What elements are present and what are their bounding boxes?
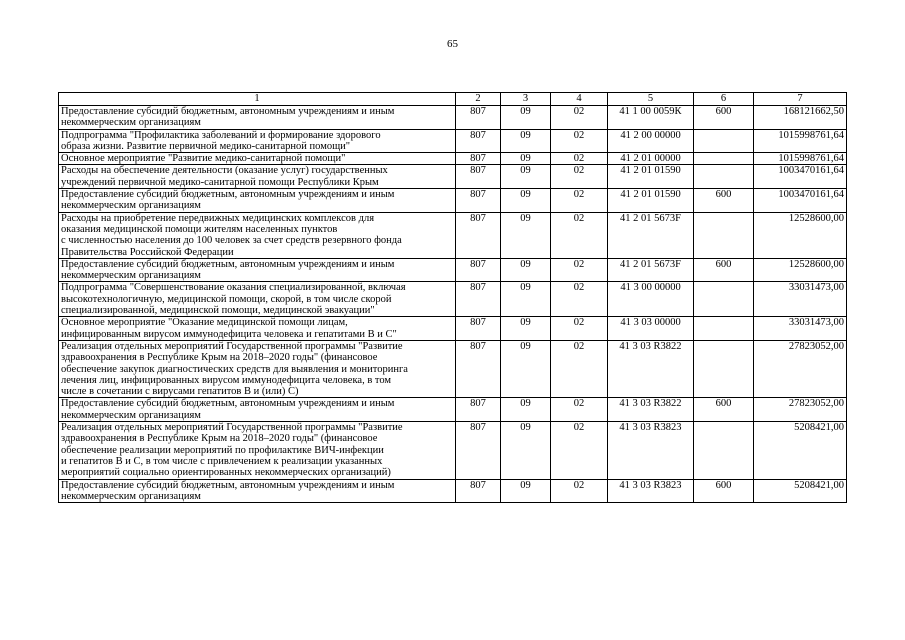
row-code-cell: 807 (456, 398, 501, 422)
row-amount-cell: 5208421,00 (754, 479, 847, 503)
row-name-cell: Реализация отдельных мероприятий Государственной программы "Развитие здравоохранения в Республике Крым на 2018–2020 годы" (финансовое обеспечение реализации мероприятий по профилактике ВИЧ-инфекции и гепатитов В и С, в том числе с привлечением к реализации указанных мероприятий социально ориентированных некоммерческих организаций) (59, 422, 456, 479)
row-section-cell: 09 (501, 398, 551, 422)
table-row (59, 153, 847, 165)
header-cell: 4 (551, 93, 608, 106)
row-expense-type-cell: 600 (694, 479, 754, 503)
row-amount-cell: 1003470161,64 (754, 189, 847, 213)
row-section-cell: 09 (501, 212, 551, 258)
row-target-article-cell: 41 3 03 00000 (608, 317, 694, 341)
row-code-cell: 807 (456, 212, 501, 258)
row-section-cell: 09 (501, 165, 551, 189)
row-expense-type-cell (694, 282, 754, 317)
row-subsection-cell: 02 (551, 212, 608, 258)
header-row (59, 93, 847, 106)
table-row (59, 129, 847, 153)
row-subsection-cell: 02 (551, 165, 608, 189)
row-code-cell: 807 (456, 479, 501, 503)
row-subsection-cell: 02 (551, 340, 608, 397)
row-expense-type-cell: 600 (694, 258, 754, 282)
row-name-cell: Предоставление субсидий бюджетным, автономным учреждениям и иным некоммерческим организациям (59, 106, 456, 130)
header-cell: 2 (456, 93, 501, 106)
row-amount-cell: 5208421,00 (754, 422, 847, 479)
row-target-article-cell: 41 2 01 01590 (608, 189, 694, 213)
row-target-article-cell: 41 3 03 R3823 (608, 479, 694, 503)
row-section-cell: 09 (501, 153, 551, 165)
row-code-cell: 807 (456, 422, 501, 479)
row-code-cell: 807 (456, 106, 501, 130)
table-body (59, 106, 847, 503)
header-cell: 6 (694, 93, 754, 106)
row-name-cell: Предоставление субсидий бюджетным, автономным учреждениям и иным некоммерческим организациям (59, 398, 456, 422)
row-subsection-cell: 02 (551, 317, 608, 341)
row-amount-cell: 12528600,00 (754, 258, 847, 282)
row-name-cell: Подпрограмма "Совершенствование оказания специализированной, включая высокотехнологичную, медицинской помощи, скорой, в том числе скорой специализированной, медицинской помощи, медицинской эвакуации" (59, 282, 456, 317)
row-subsection-cell: 02 (551, 129, 608, 153)
table-row (59, 106, 847, 130)
row-subsection-cell: 02 (551, 153, 608, 165)
row-name-cell: Расходы на приобретение передвижных медицинских комплексов для оказания медицинской помощи жителям населенных пунктов с численностью населения до 100 человек за счет средств резервного фонда Правительства Российской Федерации (59, 212, 456, 258)
row-name-cell: Реализация отдельных мероприятий Государственной программы "Развитие здравоохранения в Республике Крым на 2018–2020 годы" (финансовое обеспечение закупок диагностических средств для выявления и мониторинга лечения лиц, инфицированных вирусом иммунодефицита человека, в том числе в сочетании с вирусами гепатитов В и (или) С) (59, 340, 456, 397)
header-cell: 7 (754, 93, 847, 106)
row-expense-type-cell: 600 (694, 189, 754, 213)
row-code-cell: 807 (456, 165, 501, 189)
row-target-article-cell: 41 3 03 R3822 (608, 398, 694, 422)
row-name-cell: Основное мероприятие "Оказание медицинской помощи лицам, инфицированным вирусом иммунодефицита человека и гепатитами В и С" (59, 317, 456, 341)
row-expense-type-cell (694, 317, 754, 341)
header-cell: 1 (59, 93, 456, 106)
table-row (59, 282, 847, 317)
row-target-article-cell: 41 2 01 01590 (608, 165, 694, 189)
row-expense-type-cell: 600 (694, 106, 754, 130)
row-target-article-cell: 41 2 00 00000 (608, 129, 694, 153)
row-expense-type-cell (694, 129, 754, 153)
row-section-cell: 09 (501, 189, 551, 213)
row-code-cell: 807 (456, 129, 501, 153)
row-amount-cell: 33031473,00 (754, 317, 847, 341)
row-code-cell: 807 (456, 258, 501, 282)
row-subsection-cell: 02 (551, 282, 608, 317)
row-name-cell: Подпрограмма "Профилактика заболеваний и формирование здорового образа жизни. Развитие первичной медико-санитарной помощи" (59, 129, 456, 153)
row-amount-cell: 27823052,00 (754, 398, 847, 422)
row-target-article-cell: 41 2 01 5673F (608, 212, 694, 258)
row-section-cell: 09 (501, 258, 551, 282)
header-cell: 3 (501, 93, 551, 106)
row-subsection-cell: 02 (551, 106, 608, 130)
row-amount-cell: 12528600,00 (754, 212, 847, 258)
table-row (59, 422, 847, 479)
row-code-cell: 807 (456, 317, 501, 341)
row-subsection-cell: 02 (551, 258, 608, 282)
row-section-cell: 09 (501, 422, 551, 479)
table-row (59, 340, 847, 397)
row-amount-cell: 168121662,50 (754, 106, 847, 130)
row-code-cell: 807 (456, 153, 501, 165)
row-section-cell: 09 (501, 282, 551, 317)
row-target-article-cell: 41 2 01 00000 (608, 153, 694, 165)
table-row (59, 212, 847, 258)
table-row (59, 165, 847, 189)
row-expense-type-cell (694, 165, 754, 189)
row-expense-type-cell (694, 340, 754, 397)
table-row (59, 398, 847, 422)
row-amount-cell: 1015998761,64 (754, 129, 847, 153)
row-target-article-cell: 41 1 00 0059К (608, 106, 694, 130)
page-number: 65 (447, 38, 458, 50)
header-cell: 5 (608, 93, 694, 106)
row-target-article-cell: 41 3 00 00000 (608, 282, 694, 317)
table-row (59, 189, 847, 213)
row-expense-type-cell (694, 153, 754, 165)
row-amount-cell: 33031473,00 (754, 282, 847, 317)
row-expense-type-cell: 600 (694, 398, 754, 422)
row-section-cell: 09 (501, 129, 551, 153)
row-subsection-cell: 02 (551, 479, 608, 503)
row-name-cell: Предоставление субсидий бюджетным, автономным учреждениям и иным некоммерческим организациям (59, 189, 456, 213)
row-subsection-cell: 02 (551, 189, 608, 213)
row-amount-cell: 1003470161,64 (754, 165, 847, 189)
row-expense-type-cell (694, 422, 754, 479)
budget-table (58, 92, 847, 503)
row-code-cell: 807 (456, 340, 501, 397)
row-subsection-cell: 02 (551, 398, 608, 422)
row-name-cell: Основное мероприятие "Развитие медико-санитарной помощи" (59, 153, 456, 165)
table-row (59, 479, 847, 503)
row-name-cell: Предоставление субсидий бюджетным, автономным учреждениям и иным некоммерческим организациям (59, 258, 456, 282)
row-code-cell: 807 (456, 189, 501, 213)
row-subsection-cell: 02 (551, 422, 608, 479)
row-section-cell: 09 (501, 317, 551, 341)
row-target-article-cell: 41 2 01 5673F (608, 258, 694, 282)
row-section-cell: 09 (501, 340, 551, 397)
row-amount-cell: 27823052,00 (754, 340, 847, 397)
row-name-cell: Расходы на обеспечение деятельности (оказание услуг) государственных учреждений первичной медико-санитарной помощи Республики Крым (59, 165, 456, 189)
row-expense-type-cell (694, 212, 754, 258)
row-section-cell: 09 (501, 106, 551, 130)
row-target-article-cell: 41 3 03 R3822 (608, 340, 694, 397)
row-name-cell: Предоставление субсидий бюджетным, автономным учреждениям и иным некоммерческим организациям (59, 479, 456, 503)
table-row (59, 317, 847, 341)
row-section-cell: 09 (501, 479, 551, 503)
row-target-article-cell: 41 3 03 R3823 (608, 422, 694, 479)
row-amount-cell: 1015998761,64 (754, 153, 847, 165)
table-row (59, 258, 847, 282)
row-code-cell: 807 (456, 282, 501, 317)
